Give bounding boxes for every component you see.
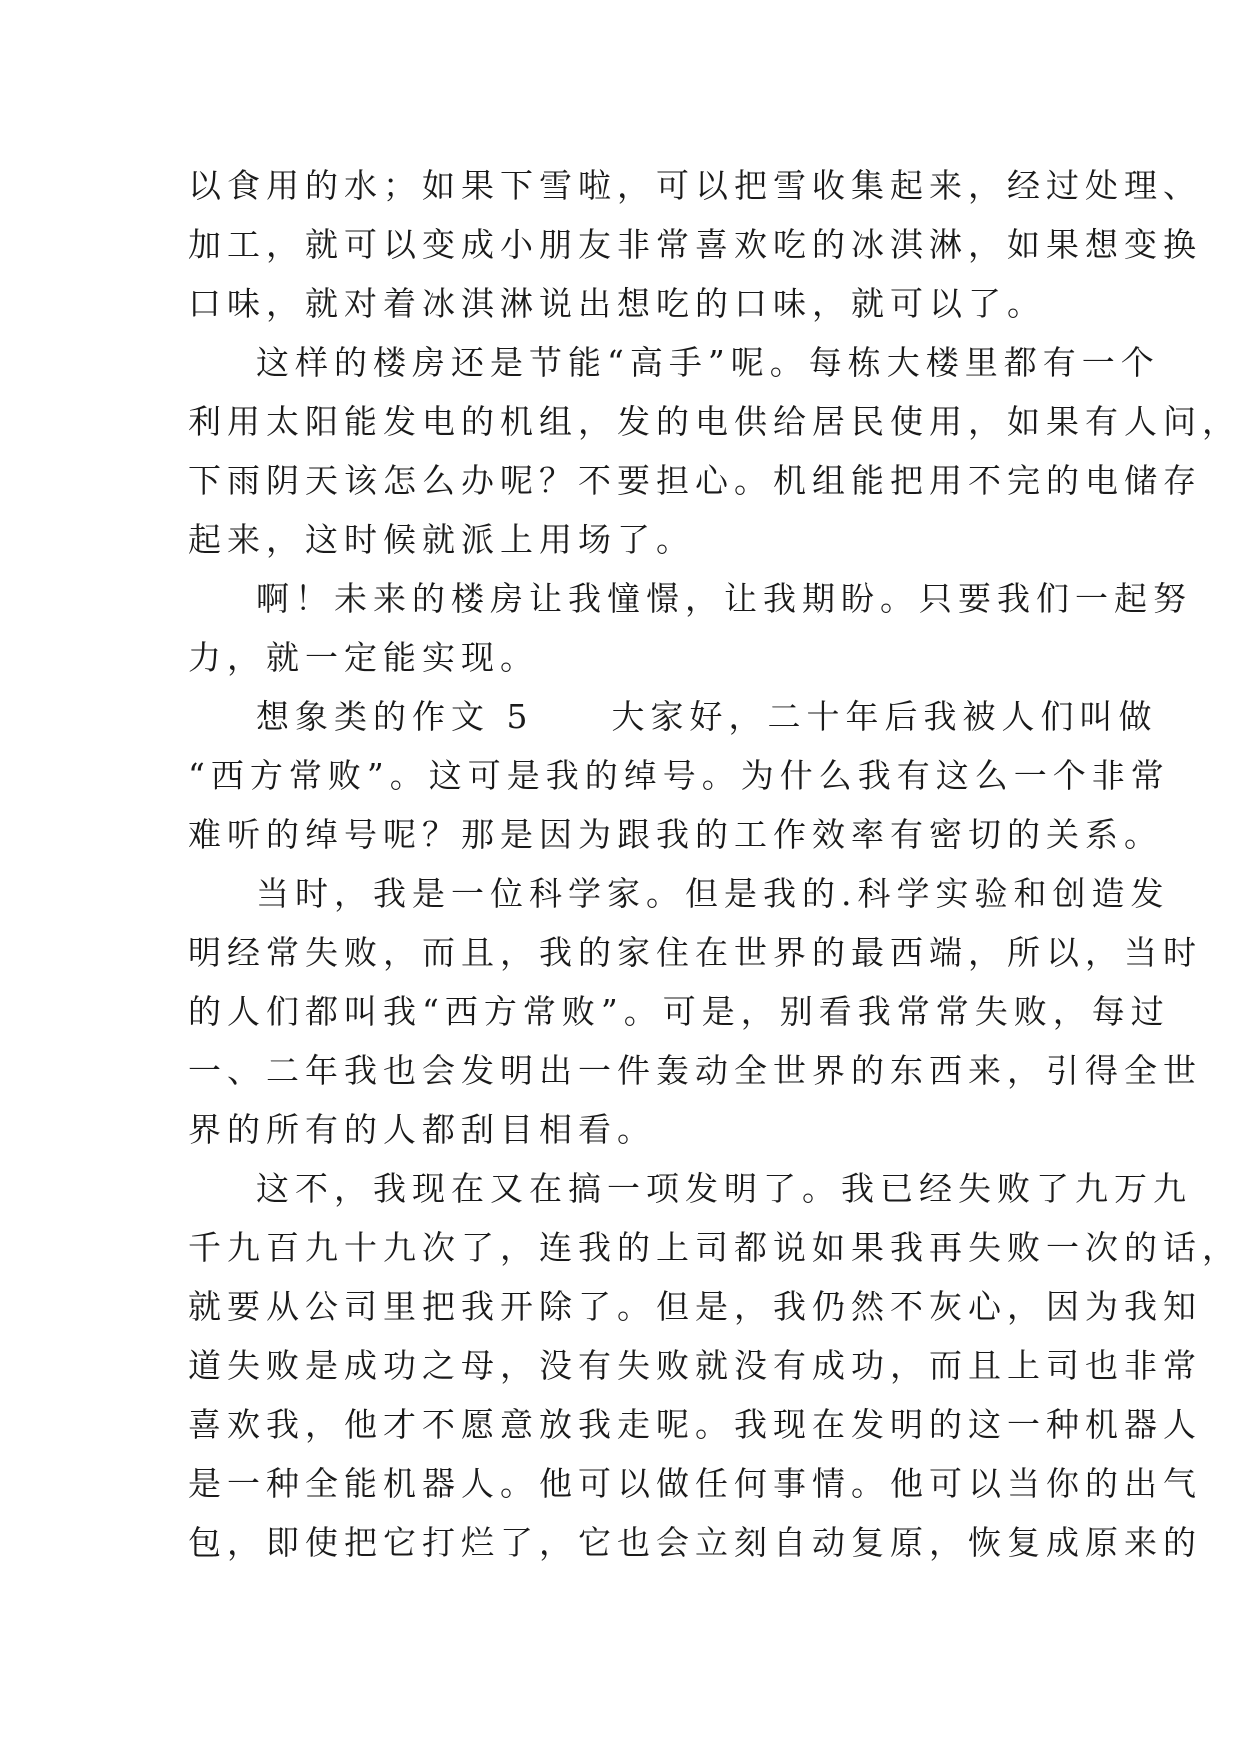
paragraph-start-line: 当时，我是一位科学家。但是我的.科学实验和创造发	[256, 874, 1170, 913]
text-line: 难听的绰号呢？那是因为跟我的工作效率有密切的关系。	[188, 815, 1163, 854]
paragraph-start-line: 这不，我现在又在搞一项发明了。我已经失败了九万九	[256, 1169, 1192, 1208]
text-line: 力，就一定能实现。	[188, 638, 539, 677]
text-line: 千九百九十九次了，连我的上司都说如果我再失败一次的话，	[188, 1228, 1241, 1267]
text-line: 喜欢我，他才不愿意放我走呢。我现在发明的这一种机器人	[188, 1405, 1202, 1444]
text-line: 就要从公司里把我开除了。但是，我仍然不灰心，因为我知	[188, 1287, 1202, 1326]
essay-heading-line: 想象类的作文 5 大家好，二十年后我被人们叫做	[256, 697, 1158, 736]
text-line: 加工，就可以变成小朋友非常喜欢吃的冰淇淋，如果想变换	[188, 225, 1202, 264]
essay-text	[188, 156, 1241, 1572]
text-line: 道失败是成功之母，没有失败就没有成功，而且上司也非常	[188, 1346, 1202, 1385]
text-line: “西方常败”。这可是我的绰号。为什么我有这么一个非常	[188, 756, 1170, 795]
text-line: 包，即使把它打烂了，它也会立刻自动复原，恢复成原来的	[188, 1523, 1202, 1562]
paragraph-start-line: 这样的楼房还是节能“高手”呢。每栋大楼里都有一个	[256, 343, 1160, 382]
text-line: 利用太阳能发电的机组，发的电供给居民使用，如果有人问，	[188, 402, 1241, 441]
text-line: 界的所有的人都刮目相看。	[188, 1110, 656, 1149]
text-line: 是一种全能机器人。他可以做任何事情。他可以当你的出气	[188, 1464, 1202, 1503]
text-line: 口味，就对着冰淇淋说出想吃的口味，就可以了。	[188, 284, 1046, 323]
paragraph-start-line: 啊！未来的楼房让我憧憬，让我期盼。只要我们一起努	[256, 579, 1192, 618]
text-line: 一、二年我也会发明出一件轰动全世界的东西来，引得全世	[188, 1051, 1202, 1090]
text-line: 明经常失败，而且，我的家住在世界的最西端，所以，当时	[188, 933, 1202, 972]
text-line: 下雨阴天该怎么办呢？不要担心。机组能把用不完的电储存	[188, 461, 1202, 500]
text-line: 以食用的水；如果下雪啦，可以把雪收集起来，经过处理、	[188, 166, 1202, 205]
text-line: 的人们都叫我“西方常败”。可是，别看我常常失败，每过	[188, 992, 1170, 1031]
text-line: 起来，这时候就派上用场了。	[188, 520, 695, 559]
